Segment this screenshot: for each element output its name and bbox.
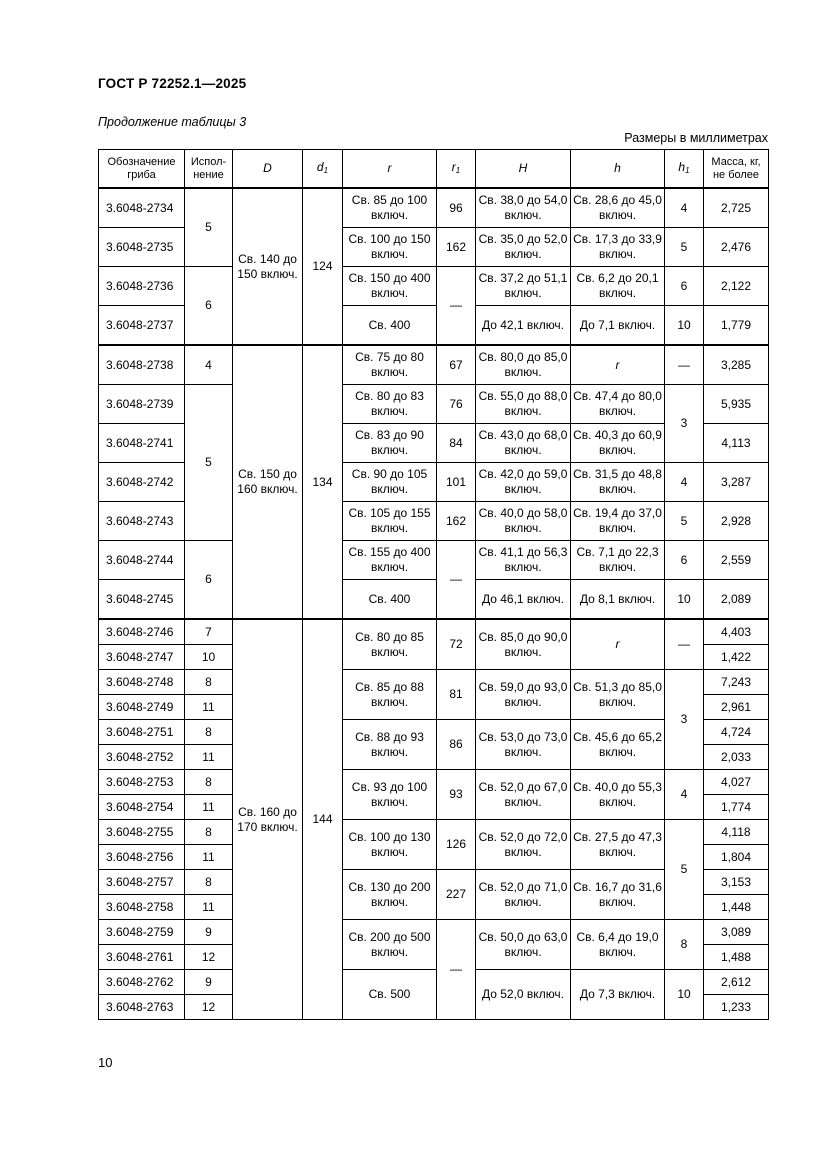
cell-h: Св. 16,7 до 31,6 включ. [571, 870, 665, 920]
cell-r1: 162 [437, 502, 476, 541]
cell-r: Св. 90 до 105 включ. [343, 463, 437, 502]
units-note: Размеры в миллиметрах [624, 131, 768, 145]
cell-variant: 4 [185, 345, 233, 385]
dimensions-table [98, 149, 769, 1020]
col-r: r [343, 150, 437, 189]
cell-r: Св. 150 до 400 включ. [343, 267, 437, 306]
cell-designation: 3.6048-2746 [99, 619, 185, 645]
cell-variant: 5 [185, 188, 233, 267]
table-row [99, 345, 769, 385]
cell-h: Св. 28,6 до 45,0 включ. [571, 188, 665, 228]
cell-variant: 11 [185, 695, 233, 720]
cell-r1: 227 [437, 870, 476, 920]
cell-mass: 2,122 [704, 267, 769, 306]
cell-designation: 3.6048-2739 [99, 385, 185, 424]
cell-r1: 86 [437, 720, 476, 770]
cell-h1: 5 [665, 820, 704, 920]
table-row [99, 619, 769, 645]
cell-designation: 3.6048-2762 [99, 970, 185, 995]
cell-d1: 144 [303, 619, 343, 1020]
cell-variant: 9 [185, 970, 233, 995]
cell-h1: 5 [665, 228, 704, 267]
cell-r: Св. 200 до 500 включ. [343, 920, 437, 970]
cell-designation: 3.6048-2748 [99, 670, 185, 695]
cell-designation: 3.6048-2741 [99, 424, 185, 463]
cell-r: Св. 105 до 155 включ. [343, 502, 437, 541]
cell-variant: 11 [185, 795, 233, 820]
cell-h: Св. 47,4 до 80,0 включ. [571, 385, 665, 424]
cell-mass: 1,233 [704, 995, 769, 1020]
cell-h: Св. 17,3 до 33,9 включ. [571, 228, 665, 267]
table-header-row [99, 150, 769, 189]
cell-h: До 7,1 включ. [571, 306, 665, 346]
cell-r: Св. 130 до 200 включ. [343, 870, 437, 920]
cell-variant: 7 [185, 619, 233, 645]
cell-r: Св. 400 [343, 306, 437, 346]
cell-variant: 6 [185, 541, 233, 620]
table-row [99, 385, 769, 424]
cell-r1: 76 [437, 385, 476, 424]
cell-r1: 96 [437, 188, 476, 228]
cell-r: Св. 85 до 88 включ. [343, 670, 437, 720]
cell-r: Св. 100 до 150 включ. [343, 228, 437, 267]
cell-r1: 81 [437, 670, 476, 720]
cell-h1: 4 [665, 463, 704, 502]
cell-h1: 8 [665, 920, 704, 970]
cell-designation: 3.6048-2749 [99, 695, 185, 720]
cell-designation: 3.6048-2756 [99, 845, 185, 870]
table-row [99, 670, 769, 695]
cell-H: Св. 59,0 до 93,0 включ. [476, 670, 571, 720]
cell-r: Св. 88 до 93 включ. [343, 720, 437, 770]
cell-H: Св. 80,0 до 85,0 включ. [476, 345, 571, 385]
col-mass: Масса, кг, не более [704, 150, 769, 189]
cell-designation: 3.6048-2761 [99, 945, 185, 970]
cell-H: До 42,1 включ. [476, 306, 571, 346]
cell-h1: 3 [665, 385, 704, 463]
cell-mass: 1,774 [704, 795, 769, 820]
cell-h: Св. 27,5 до 47,3 включ. [571, 820, 665, 870]
cell-mass: 1,448 [704, 895, 769, 920]
cell-H: Св. 85,0 до 90,0 включ. [476, 619, 571, 670]
cell-mass: 4,113 [704, 424, 769, 463]
cell-designation: 3.6048-2754 [99, 795, 185, 820]
col-d1-label: d [316, 159, 324, 174]
cell-r: Св. 100 до 130 включ. [343, 820, 437, 870]
cell-mass: 3,285 [704, 345, 769, 385]
col-r1-label: r [451, 159, 456, 174]
table-row [99, 188, 769, 228]
cell-r: Св. 400 [343, 580, 437, 620]
cell-H: До 52,0 включ. [476, 970, 571, 1020]
cell-designation: 3.6048-2735 [99, 228, 185, 267]
cell-h: r [571, 619, 665, 670]
cell-r: Св. 80 до 83 включ. [343, 385, 437, 424]
cell-mass: 3,153 [704, 870, 769, 895]
col-d1-sub: 1 [323, 165, 329, 175]
cell-variant: 11 [185, 895, 233, 920]
col-variant: Испол-нение [185, 150, 233, 189]
cell-mass: 4,118 [704, 820, 769, 845]
cell-r: Св. 75 до 80 включ. [343, 345, 437, 385]
col-H: H [476, 150, 571, 189]
cell-h: Св. 40,3 до 60,9 включ. [571, 424, 665, 463]
cell-H: Св. 35,0 до 52,0 включ. [476, 228, 571, 267]
col-h1-label: h [678, 159, 686, 174]
cell-H: Св. 43,0 до 68,0 включ. [476, 424, 571, 463]
cell-mass: 3,287 [704, 463, 769, 502]
cell-mass: 5,935 [704, 385, 769, 424]
cell-designation: 3.6048-2758 [99, 895, 185, 920]
cell-d1: 124 [303, 188, 343, 345]
cell-H: Св. 42,0 до 59,0 включ. [476, 463, 571, 502]
cell-h1: 4 [665, 188, 704, 228]
table-row [99, 541, 769, 580]
cell-H: Св. 53,0 до 73,0 включ. [476, 720, 571, 770]
col-r1-sub: 1 [455, 165, 461, 175]
cell-r1: 67 [437, 345, 476, 385]
cell-r1: 162 [437, 228, 476, 267]
cell-designation: 3.6048-2742 [99, 463, 185, 502]
cell-r1: 93 [437, 770, 476, 820]
cell-D: Св. 160 до 170 включ. [233, 619, 303, 1020]
cell-h: До 7,3 включ. [571, 970, 665, 1020]
cell-designation: 3.6048-2759 [99, 920, 185, 945]
cell-r1: — [437, 541, 476, 620]
cell-designation: 3.6048-2734 [99, 188, 185, 228]
cell-designation: 3.6048-2738 [99, 345, 185, 385]
cell-mass: 4,403 [704, 619, 769, 645]
cell-variant: 8 [185, 820, 233, 845]
cell-D: Св. 150 до 160 включ. [233, 345, 303, 619]
cell-H: До 46,1 включ. [476, 580, 571, 620]
cell-mass: 2,961 [704, 695, 769, 720]
col-h: h [571, 150, 665, 189]
cell-mass: 1,779 [704, 306, 769, 346]
cell-r: Св. 85 до 100 включ. [343, 188, 437, 228]
cell-r: Св. 93 до 100 включ. [343, 770, 437, 820]
cell-H: Св. 37,2 до 51,1 включ. [476, 267, 571, 306]
cell-H: Св. 52,0 до 72,0 включ. [476, 820, 571, 870]
cell-h1: 10 [665, 970, 704, 1020]
cell-variant: 8 [185, 670, 233, 695]
cell-mass: 2,928 [704, 502, 769, 541]
cell-h1: 10 [665, 306, 704, 346]
cell-h: Св. 19,4 до 37,0 включ. [571, 502, 665, 541]
cell-h1: 6 [665, 267, 704, 306]
cell-designation: 3.6048-2755 [99, 820, 185, 845]
table-row [99, 820, 769, 845]
cell-r: Св. 80 до 85 включ. [343, 619, 437, 670]
cell-h: Св. 45,6 до 65,2 включ. [571, 720, 665, 770]
cell-h1: 3 [665, 670, 704, 770]
cell-designation: 3.6048-2743 [99, 502, 185, 541]
cell-mass: 3,089 [704, 920, 769, 945]
cell-H: Св. 52,0 до 71,0 включ. [476, 870, 571, 920]
table-row [99, 920, 769, 945]
col-h1 [665, 150, 704, 189]
cell-variant: 12 [185, 945, 233, 970]
table-row [99, 267, 769, 306]
cell-variant: 8 [185, 720, 233, 745]
cell-variant: 11 [185, 845, 233, 870]
cell-mass: 2,559 [704, 541, 769, 580]
cell-designation: 3.6048-2752 [99, 745, 185, 770]
cell-h: До 8,1 включ. [571, 580, 665, 620]
cell-h: r [571, 345, 665, 385]
cell-designation: 3.6048-2747 [99, 645, 185, 670]
cell-r: Св. 500 [343, 970, 437, 1020]
cell-r1: 72 [437, 619, 476, 670]
cell-h1: — [665, 619, 704, 670]
col-r1 [437, 150, 476, 189]
cell-r1: — [437, 920, 476, 1020]
cell-h1: 6 [665, 541, 704, 580]
cell-designation: 3.6048-2751 [99, 720, 185, 745]
cell-designation: 3.6048-2753 [99, 770, 185, 795]
cell-designation: 3.6048-2757 [99, 870, 185, 895]
cell-mass: 1,804 [704, 845, 769, 870]
cell-h: Св. 6,2 до 20,1 включ. [571, 267, 665, 306]
cell-mass: 1,488 [704, 945, 769, 970]
cell-variant: 5 [185, 385, 233, 541]
cell-h: Св. 31,5 до 48,8 включ. [571, 463, 665, 502]
cell-r1: 84 [437, 424, 476, 463]
cell-h1: 4 [665, 770, 704, 820]
table-caption: Продолжение таблицы 3 [98, 115, 247, 129]
cell-variant: 8 [185, 870, 233, 895]
cell-mass: 4,027 [704, 770, 769, 795]
cell-H: Св. 40,0 до 58,0 включ. [476, 502, 571, 541]
cell-variant: 11 [185, 745, 233, 770]
cell-h: Св. 40,0 до 55,3 включ. [571, 770, 665, 820]
cell-h1: — [665, 345, 704, 385]
cell-h1: 5 [665, 502, 704, 541]
col-designation: Обозначение гриба [99, 150, 185, 189]
cell-H: Св. 38,0 до 54,0 включ. [476, 188, 571, 228]
cell-r: Св. 155 до 400 включ. [343, 541, 437, 580]
cell-H: Св. 55,0 до 88,0 включ. [476, 385, 571, 424]
cell-designation: 3.6048-2763 [99, 995, 185, 1020]
cell-variant: 8 [185, 770, 233, 795]
cell-mass: 7,243 [704, 670, 769, 695]
page-number: 10 [98, 1055, 113, 1070]
cell-r1: 126 [437, 820, 476, 870]
cell-h1: 10 [665, 580, 704, 620]
cell-r1: — [437, 267, 476, 346]
col-D: D [233, 150, 303, 189]
cell-h: Св. 6,4 до 19,0 включ. [571, 920, 665, 970]
cell-H: Св. 41,1 до 56,3 включ. [476, 541, 571, 580]
cell-r1: 101 [437, 463, 476, 502]
cell-mass: 2,089 [704, 580, 769, 620]
table-row [99, 970, 769, 995]
cell-designation: 3.6048-2744 [99, 541, 185, 580]
cell-variant: 6 [185, 267, 233, 346]
cell-r: Св. 83 до 90 включ. [343, 424, 437, 463]
cell-designation: 3.6048-2745 [99, 580, 185, 620]
cell-designation: 3.6048-2736 [99, 267, 185, 306]
cell-variant: 9 [185, 920, 233, 945]
table-row [99, 770, 769, 795]
cell-mass: 2,612 [704, 970, 769, 995]
cell-variant: 10 [185, 645, 233, 670]
cell-H: Св. 50,0 до 63,0 включ. [476, 920, 571, 970]
cell-designation: 3.6048-2737 [99, 306, 185, 346]
col-h1-sub: 1 [685, 165, 690, 175]
cell-d1: 134 [303, 345, 343, 619]
cell-mass: 1,422 [704, 645, 769, 670]
cell-mass: 2,476 [704, 228, 769, 267]
cell-mass: 2,725 [704, 188, 769, 228]
standard-designation: ГОСТ Р 72252.1—2025 [98, 76, 247, 91]
col-d1 [303, 150, 343, 189]
cell-variant: 12 [185, 995, 233, 1020]
cell-h: Св. 51,3 до 85,0 включ. [571, 670, 665, 720]
cell-h: Св. 7,1 до 22,3 включ. [571, 541, 665, 580]
cell-D: Св. 140 до 150 включ. [233, 188, 303, 345]
cell-mass: 4,724 [704, 720, 769, 745]
cell-mass: 2,033 [704, 745, 769, 770]
cell-H: Св. 52,0 до 67,0 включ. [476, 770, 571, 820]
